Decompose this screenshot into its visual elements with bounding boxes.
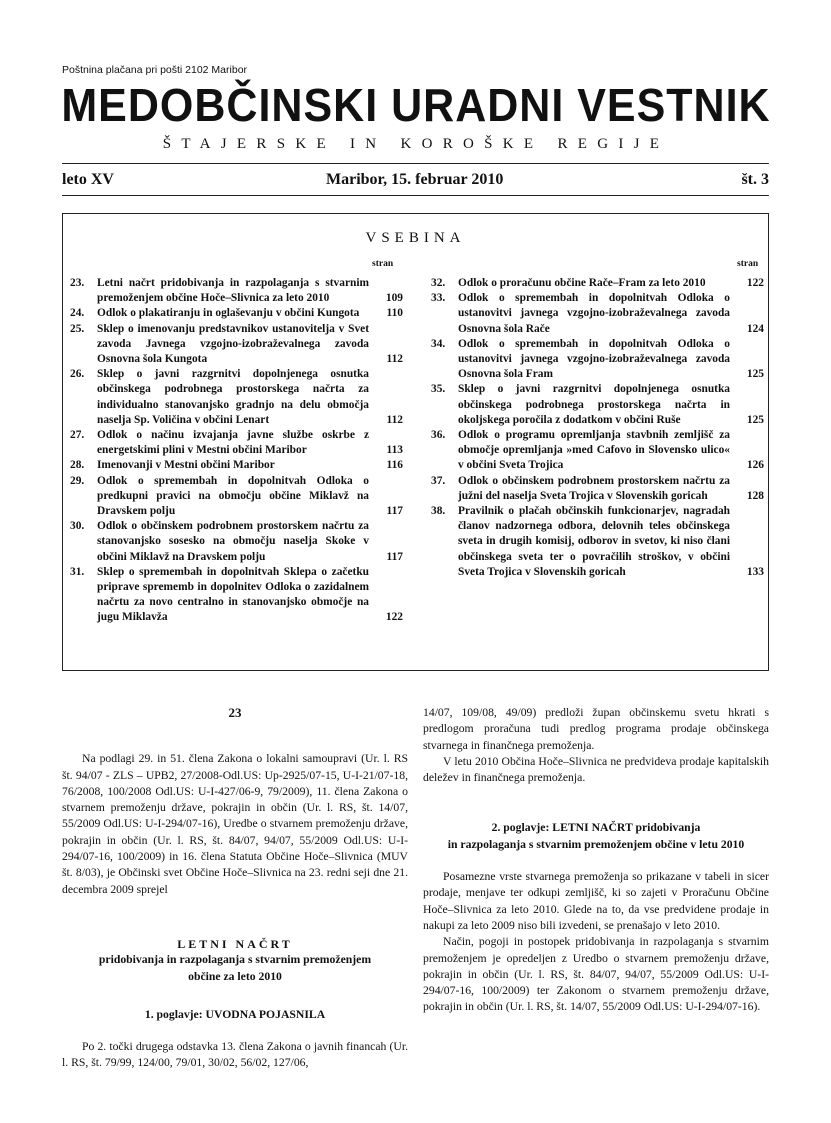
chapter1-paragraph-2: V letu 2010 Občina Hoče–Slivnica ne predvideva prodaje kapitalskih deležev in finančnega premoženja. [423, 754, 769, 785]
article-left-column [62, 705, 408, 1072]
issue-info-row [62, 171, 769, 191]
toc-page-label-left: stran [372, 259, 394, 269]
chapter1-paragraph-continued: 14/07, 109/08, 49/09) predloži župan občinskemu svetu hkrati s predlogom proračuna tudi predlog programa prodaje občinskega stvarnega in finančnega premoženja. [423, 706, 769, 752]
toc-item [431, 504, 764, 580]
toc-item-number: 26. [70, 368, 85, 381]
toc-item-page: 112 [386, 413, 403, 426]
toc-item-title: Odlok o proračunu občine Rače–Fram za leto 2010 [458, 277, 706, 289]
place-date: Maribor, 15. februar 2010 [326, 171, 504, 188]
toc-item-page: 116 [386, 459, 403, 472]
toc-title: VSEBINA [365, 230, 466, 246]
toc-item [70, 367, 403, 428]
toc-item-page: 109 [385, 292, 403, 305]
toc-item [431, 276, 764, 291]
document-subtitle-line1: pridobivanja in razpolaganja s stvarnim premoženjem [98, 953, 372, 967]
masthead-subtitle: ŠTAJERSKE IN KOROŠKE REGIJE [162, 136, 670, 152]
toc-item-page: 124 [746, 322, 764, 335]
toc-item-page: 125 [746, 413, 764, 426]
toc-item-number: 31. [70, 565, 85, 578]
chapter2-paragraph-2: Način, pogoji in postopek pridobivanja in razpolaganja s stvarnim premoženjem je opredeljen z Uredbo o stvarnem premoženju države, pokrajin in občin (Ur. l. RS, št. 84/07, 94/07, 55/2009 Odl.US: U-I-294/07-16, 100/2009) ter Zakonom o stvarnem premoženju države, pokrajin in občin (Ur. l. RS, št. 14/07, 55/2009 Odl.US: U-I-294/07-16). [423, 935, 769, 1014]
chapter2-heading-line1: 2. poglavje: LETNI NAČRT pridobivanja [491, 821, 701, 835]
toc-item-page: 133 [746, 565, 764, 578]
toc-item [70, 519, 403, 565]
toc-item-number: 34. [431, 337, 446, 350]
toc-item [70, 306, 403, 321]
toc-item [70, 565, 403, 626]
postage-note: Poštnina plačana pri pošti 2102 Maribor [62, 64, 248, 76]
toc-item [431, 474, 764, 504]
toc-item-page: 110 [386, 307, 403, 320]
toc-item-page: 126 [746, 459, 764, 472]
toc-item-title: Odlok o spremembah in dopolnitvah Odloka o ustanovitvi javnega vzgojno-izobraževalnega zavoda Osnovna šola Fram [458, 337, 730, 381]
toc-item-title: Odlok o načinu izvajanja javne službe oskrbe z energetskimi plini v Mestni občini Maribor [97, 429, 369, 457]
chapter1-paragraph: Po 2. točki drugega odstavka 13. člena Zakona o javnih financah (Ur. l. RS, št. 79/99, 124/00, 79/01, 30/02, 56/02, 127/06, [62, 1040, 408, 1070]
toc-item-number: 29. [70, 474, 85, 487]
toc-item-number: 37. [431, 474, 446, 487]
toc-item-page: 117 [386, 505, 403, 518]
toc-item-title: Pravilnik o plačah občinskih funkcionarjev, nagradah članov nadzornega odbora, delovnih teles občinskega sveta in drugih komisij, odborov in svetov, ki niso člani občinskega sveta ter o povračilih stroškov, v občini Sveta Trojica v Slovenskih goricah [458, 505, 730, 578]
toc-item-number: 28. [70, 459, 85, 472]
toc-item-title: Odlok o spremembah in dopolnitvah Odloka o ustanovitvi javnega vzgojno-izobraževalnega zavoda Osnovna šola Rače [458, 292, 730, 335]
article-right-column [423, 705, 769, 1016]
toc-item [431, 291, 764, 337]
toc-item [70, 474, 403, 520]
toc-item-number: 35. [431, 383, 446, 396]
toc-item [431, 428, 764, 474]
year-label: leto XV [62, 171, 114, 188]
toc-item-number: 23. [70, 277, 85, 289]
document-title: LETNI NAČRT [177, 936, 293, 951]
toc-page-label-right: stran [737, 259, 759, 269]
toc-item-title: Imenovanji v Mestni občini Maribor [97, 459, 275, 472]
toc-right-column [431, 276, 764, 580]
toc-item-page: 128 [746, 489, 764, 502]
header-rule-bottom [62, 195, 769, 196]
toc-item-title: Sklep o imenovanju predstavnikov ustanovitelja v Svet zavoda Javnega vzgojno-izobraževalnega zavoda Osnovna šola Kungota [97, 322, 369, 366]
toc-item-number: 36. [431, 429, 446, 442]
toc-item-number: 30. [70, 520, 85, 533]
chapter1-heading: 1. poglavje: UVODNA POJASNILA [144, 1007, 326, 1021]
toc-item [431, 337, 764, 383]
article-number: 23 [228, 705, 242, 720]
toc-item [70, 458, 403, 473]
masthead-title: MEDOBČINSKI URADNI VESTNIK [61, 80, 771, 132]
toc-item-page: 125 [746, 368, 764, 381]
issue-number: št. 3 [741, 171, 769, 188]
toc-item-page: 122 [746, 277, 764, 289]
toc-item-number: 27. [70, 429, 85, 442]
toc-item [70, 322, 403, 368]
toc-item-title: Letni načrt pridobivanja in razpolaganja s stvarnim premoženjem občine Hoče–Slivnica za leto 2010 [97, 277, 369, 305]
toc-item [70, 276, 403, 306]
toc-item-title: Sklep o spremembah in dopolnitvah Sklepa o začetku priprave sprememb in dopolnitev Odloka o zazidalnem načrtu za novo centralno in stanovanjsko območje na jugu Miklavža [97, 565, 369, 624]
toc-item-title: Odlok o občinskem podrobnem prostorskem načrtu za stanovanjsko sosesko na območju naselja Skoke v občini Miklavž na Dravskem polju [97, 520, 369, 563]
toc-item-title: Odlok o spremembah in dopolnitvah Odloka o predkupni pravici na območju občine Miklavž na Dravskem polju [97, 474, 369, 518]
toc-item-title: Odlok o plakatiranju in oglaševanju v občini Kungota [97, 307, 360, 320]
toc-item-title: Odlok o občinskem podrobnem prostorskem načrtu za južni del naselja Sveta Trojica v Slovenskih goricah [458, 474, 730, 502]
chapter2-heading-line2: in razpolaganja s stvarnim premoženjem občine v letu 2010 [447, 837, 745, 851]
toc-item-title: Odlok o programu opremljanja stavbnih zemljišč za območje opremljanja »med Cafovo in Slovensko ulico« v občini Sveta Trojica [458, 429, 730, 472]
toc-item-number: 24. [70, 307, 85, 320]
document-subtitle-line2: občine za leto 2010 [188, 969, 282, 983]
chapter2-paragraph-1: Posamezne vrste stvarnega premoženja so prikazane v tabeli in sicer prodaje, menjave ter odkupi zemljišč, ki so zajeti v Proračunu Občine Hoče–Slivnica za leto 2010. Glede na to, da vse predvidene prodaje in nakupi za leto 2009 niso bili izvedeni, se prenašajo v leto 2010. [423, 870, 769, 932]
article-preamble: Na podlagi 29. in 51. člena Zakona o lokalni samoupravi (Ur. l. RS št. 94/07 - ZLS – UPB2, 27/2008-Odl.US: Up-2925/07-15, U-I-21/07-18, 76/2008, 100/2008 Odl.US: U-I-427/06-9, 79/2009), 11. člena Zakona o stvarnem premoženju države, pokrajin in občin (Ur. l. RS, št. 14/07, 55/2009 Odl.US: U-I-294/07-16), Uredbe o stvarnem premoženju države, pokrajin in občin (Ur. l. RS, št. 84/07, 94/07, 55/2009 Odl.US: U-I-294/07-16, 100/2009) in 16. člena Statuta Občine Hoče–Slivnica (MUV št. 8/03), je Občinski svet Občine Hoče–Slivnica na 23. redni seji dne 21. decembra 2009 sprejel [62, 752, 408, 896]
toc-item-title: Sklep o javni razgrnitvi dopolnjenega osnutka občinskega podrobnega prostorskega načrta in okoljskega poročila z dodatkom v občini Ruše [458, 383, 730, 426]
header-rule-top [62, 163, 769, 164]
toc-item-number: 25. [70, 322, 85, 335]
toc-item-page: 117 [386, 550, 403, 563]
toc-item-number: 32. [431, 277, 446, 289]
toc-item-title: Sklep o javni razgrnitvi dopolnjenega osnutka občinskega podrobnega prostorskega načrta za individualno stanovanjsko gradnjo na delu območja naselja Sp. Voličina v občini Lenart [97, 368, 369, 426]
toc-left-column [70, 276, 403, 626]
toc-item-number: 33. [431, 292, 446, 305]
toc-item-number: 38. [431, 505, 446, 518]
toc-item-page: 122 [385, 611, 403, 624]
toc-item-page: 112 [386, 353, 403, 366]
toc-item-page: 113 [386, 444, 403, 457]
toc-item [431, 382, 764, 428]
toc-item [70, 428, 403, 458]
